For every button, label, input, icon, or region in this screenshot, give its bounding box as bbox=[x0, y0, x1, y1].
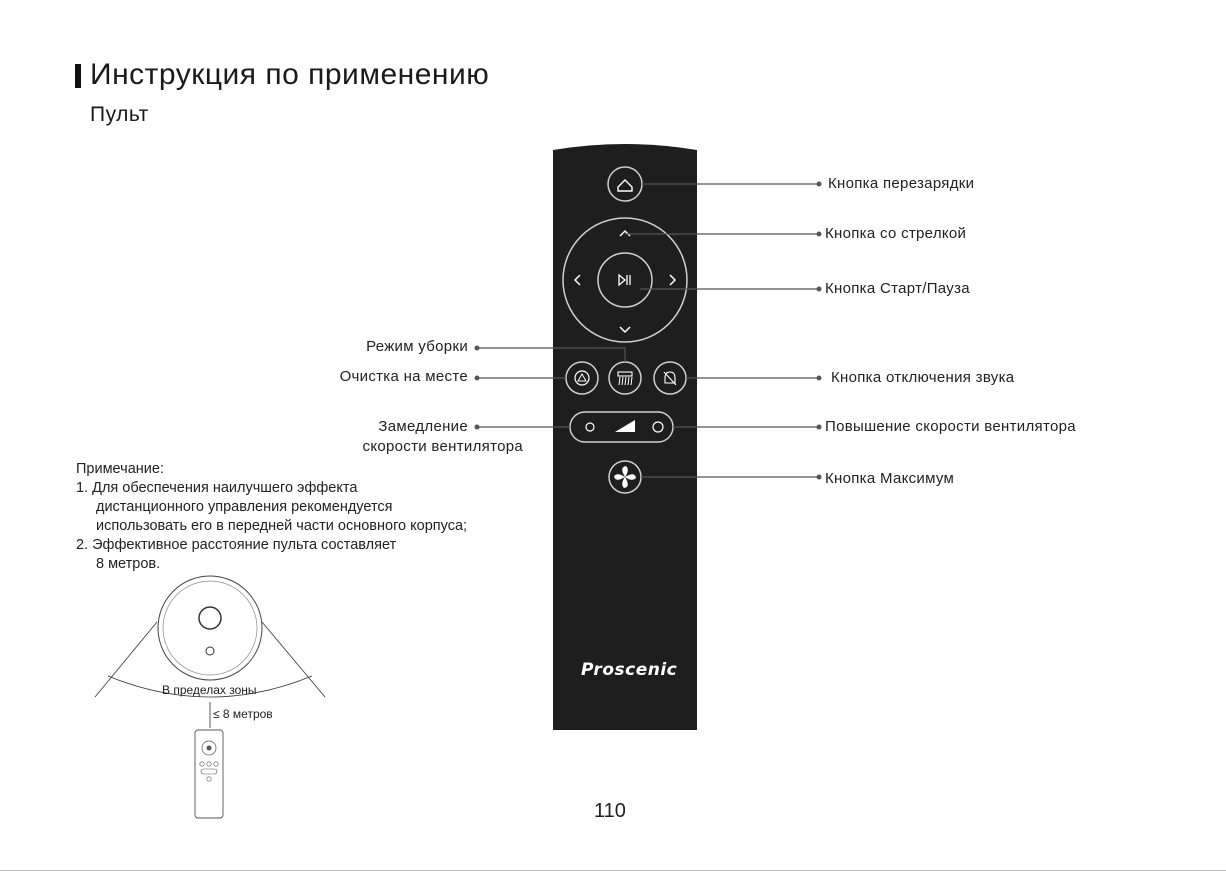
bottom-rule bbox=[0, 870, 1226, 871]
note-line2: 2. Эффективное расстояние пульта составляет bbox=[76, 537, 397, 553]
label-fan-up: Повышение скорости вентилятора bbox=[825, 418, 1076, 435]
note-line2b: 8 метров. bbox=[96, 556, 161, 572]
label-mute: Кнопка отключения звука bbox=[831, 369, 1015, 386]
note-line1: 1. Для обеспечения наилучшего эффекта bbox=[76, 480, 358, 496]
note-heading: Примечание: bbox=[76, 461, 164, 477]
label-recharge: Кнопка перезарядки bbox=[828, 175, 975, 192]
label-fan-down-2: скорости вентилятора bbox=[362, 438, 523, 455]
label-fan-down-1: Замедление bbox=[378, 418, 468, 435]
page-number: 110 bbox=[594, 800, 626, 822]
brand-logo: Proscenic bbox=[581, 660, 678, 680]
range-illustration bbox=[95, 576, 325, 818]
note-line1c: использовать его в передней части основного корпуса; bbox=[96, 518, 468, 534]
note-block bbox=[76, 460, 467, 574]
label-arrow: Кнопка со стрелкой bbox=[825, 225, 967, 242]
robot-vacuum bbox=[158, 576, 262, 680]
distance-label: ≤ 8 метров bbox=[213, 707, 273, 721]
page-title: Инструкция по применению bbox=[90, 58, 490, 91]
label-start-pause: Кнопка Старт/Пауза bbox=[825, 280, 970, 297]
label-max: Кнопка Максимум bbox=[825, 470, 955, 487]
label-clean-mode: Режим уборки bbox=[366, 338, 468, 355]
zone-label: В пределах зоны bbox=[162, 683, 257, 697]
page-subtitle: Пульт bbox=[90, 103, 149, 126]
label-spot-clean: Очистка на месте bbox=[339, 368, 468, 385]
note-line1b: дистанционного управления рекомендуется bbox=[96, 499, 393, 515]
